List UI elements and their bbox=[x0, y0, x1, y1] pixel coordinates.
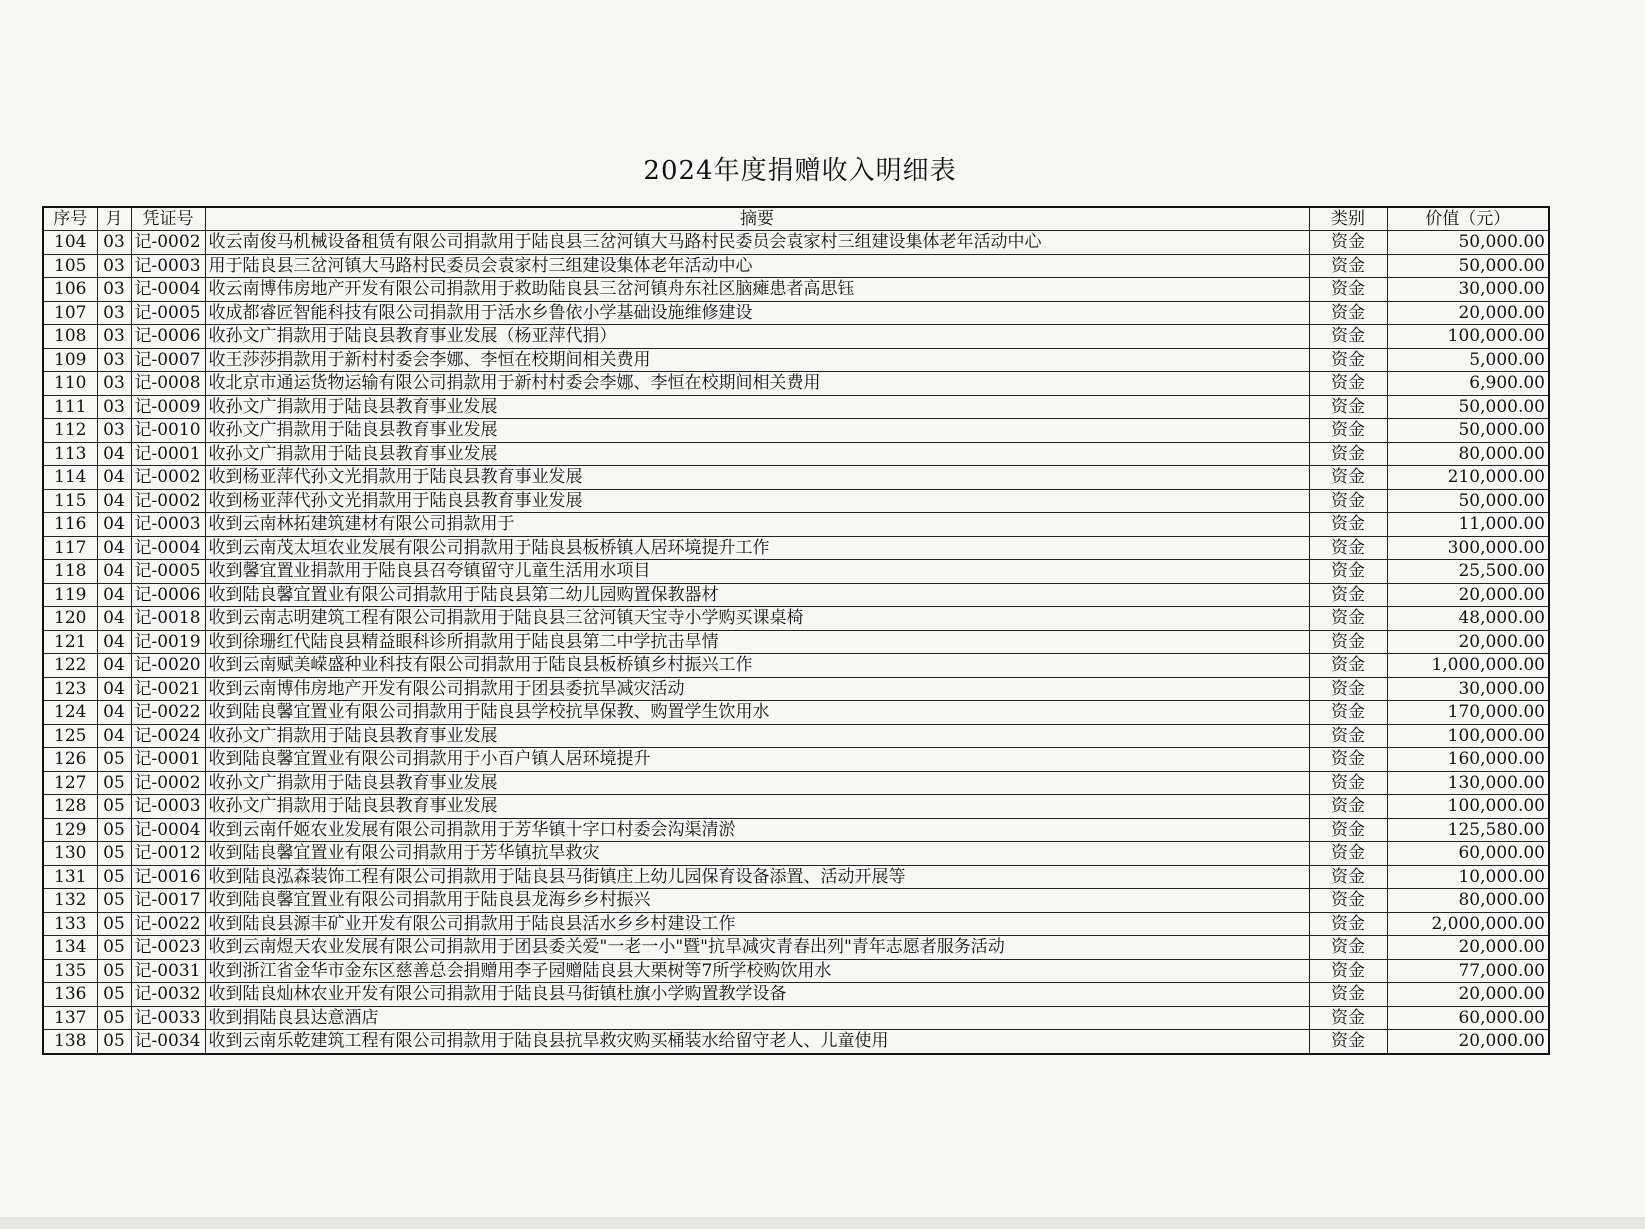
cell-month: 05 bbox=[97, 771, 131, 795]
cell-value: 11,000.00 bbox=[1387, 513, 1549, 537]
cell-value: 125,580.00 bbox=[1387, 818, 1549, 842]
cell-seq: 131 bbox=[43, 865, 97, 889]
cell-summary: 收到杨亚萍代孙文光捐款用于陆良县教育事业发展 bbox=[205, 466, 1309, 490]
cell-month: 05 bbox=[97, 959, 131, 983]
cell-seq: 138 bbox=[43, 1030, 97, 1054]
cell-voucher: 记-0009 bbox=[131, 395, 205, 419]
cell-voucher: 记-0003 bbox=[131, 513, 205, 537]
cell-summary: 收到云南博伟房地产开发有限公司捐款用于团县委抗旱减灾活动 bbox=[205, 677, 1309, 701]
cell-category: 资金 bbox=[1309, 325, 1387, 349]
table-row bbox=[43, 325, 1549, 349]
header-summary: 摘要 bbox=[205, 207, 1309, 231]
table-row bbox=[43, 983, 1549, 1007]
cell-seq: 121 bbox=[43, 630, 97, 654]
page-title: 2024年度捐赠收入明细表 bbox=[643, 156, 957, 186]
header-category: 类别 bbox=[1309, 207, 1387, 231]
cell-month: 04 bbox=[97, 630, 131, 654]
table-row bbox=[43, 630, 1549, 654]
cell-category: 资金 bbox=[1309, 560, 1387, 584]
table-row bbox=[43, 865, 1549, 889]
cell-value: 30,000.00 bbox=[1387, 677, 1549, 701]
cell-month: 05 bbox=[97, 795, 131, 819]
cell-seq: 123 bbox=[43, 677, 97, 701]
cell-summary: 收到陆良馨宜置业有限公司捐款用于陆良县学校抗旱保教、购置学生饮用水 bbox=[205, 701, 1309, 725]
cell-summary: 收到云南茂太垣农业发展有限公司捐款用于陆良县板桥镇人居环境提升工作 bbox=[205, 536, 1309, 560]
cell-summary: 收到云南志明建筑工程有限公司捐款用于陆良县三岔河镇天宝寺小学购买课桌椅 bbox=[205, 607, 1309, 631]
table-row bbox=[43, 231, 1549, 255]
cell-seq: 104 bbox=[43, 231, 97, 255]
cell-seq: 125 bbox=[43, 724, 97, 748]
cell-seq: 113 bbox=[43, 442, 97, 466]
cell-voucher: 记-0033 bbox=[131, 1006, 205, 1030]
cell-seq: 109 bbox=[43, 348, 97, 372]
cell-voucher: 记-0006 bbox=[131, 325, 205, 349]
cell-summary: 收北京市通运货物运输有限公司捐款用于新村村委会李娜、李恒在校期间相关费用 bbox=[205, 372, 1309, 396]
cell-summary: 收到陆良馨宜置业有限公司捐款用于小百户镇人居环境提升 bbox=[205, 748, 1309, 772]
cell-seq: 115 bbox=[43, 489, 97, 513]
cell-voucher: 记-0004 bbox=[131, 278, 205, 302]
cell-summary: 收到陆良泓森装饰工程有限公司捐款用于陆良县马街镇庄上幼儿园保育设备添置、活动开展等 bbox=[205, 865, 1309, 889]
cell-category: 资金 bbox=[1309, 231, 1387, 255]
cell-summary: 收孙文广捐款用于陆良县教育事业发展（杨亚萍代捐） bbox=[205, 325, 1309, 349]
cell-summary: 收王莎莎捐款用于新村村委会李娜、李恒在校期间相关费用 bbox=[205, 348, 1309, 372]
cell-value: 20,000.00 bbox=[1387, 583, 1549, 607]
cell-seq: 119 bbox=[43, 583, 97, 607]
cell-voucher: 记-0001 bbox=[131, 748, 205, 772]
cell-seq: 116 bbox=[43, 513, 97, 537]
cell-seq: 127 bbox=[43, 771, 97, 795]
cell-month: 04 bbox=[97, 489, 131, 513]
cell-category: 资金 bbox=[1309, 1030, 1387, 1054]
cell-category: 资金 bbox=[1309, 513, 1387, 537]
table-body bbox=[43, 231, 1549, 1054]
cell-seq: 106 bbox=[43, 278, 97, 302]
table-row bbox=[43, 771, 1549, 795]
cell-seq: 108 bbox=[43, 325, 97, 349]
cell-category: 资金 bbox=[1309, 372, 1387, 396]
cell-seq: 114 bbox=[43, 466, 97, 490]
cell-voucher: 记-0023 bbox=[131, 936, 205, 960]
cell-value: 6,900.00 bbox=[1387, 372, 1549, 396]
cell-summary: 收到杨亚萍代孙文光捐款用于陆良县教育事业发展 bbox=[205, 489, 1309, 513]
cell-summary: 收到云南林拓建筑建材有限公司捐款用于 bbox=[205, 513, 1309, 537]
cell-value: 10,000.00 bbox=[1387, 865, 1549, 889]
cell-category: 资金 bbox=[1309, 912, 1387, 936]
table-header-row bbox=[43, 207, 1549, 231]
table-row bbox=[43, 724, 1549, 748]
cell-month: 05 bbox=[97, 748, 131, 772]
cell-voucher: 记-0003 bbox=[131, 254, 205, 278]
cell-summary: 收到陆良灿林农业开发有限公司捐款用于陆良县马街镇杜旗小学购置教学设备 bbox=[205, 983, 1309, 1007]
cell-value: 25,500.00 bbox=[1387, 560, 1549, 584]
cell-value: 2,000,000.00 bbox=[1387, 912, 1549, 936]
cell-seq: 128 bbox=[43, 795, 97, 819]
cell-voucher: 记-0005 bbox=[131, 301, 205, 325]
cell-month: 04 bbox=[97, 583, 131, 607]
cell-voucher: 记-0016 bbox=[131, 865, 205, 889]
cell-summary: 收孙文广捐款用于陆良县教育事业发展 bbox=[205, 395, 1309, 419]
cell-month: 04 bbox=[97, 442, 131, 466]
cell-month: 03 bbox=[97, 395, 131, 419]
cell-summary: 收孙文广捐款用于陆良县教育事业发展 bbox=[205, 419, 1309, 443]
cell-month: 03 bbox=[97, 254, 131, 278]
cell-value: 50,000.00 bbox=[1387, 254, 1549, 278]
cell-seq: 130 bbox=[43, 842, 97, 866]
cell-summary: 收孙文广捐款用于陆良县教育事业发展 bbox=[205, 442, 1309, 466]
table-row bbox=[43, 489, 1549, 513]
cell-category: 资金 bbox=[1309, 630, 1387, 654]
table-row bbox=[43, 701, 1549, 725]
cell-category: 资金 bbox=[1309, 489, 1387, 513]
cell-summary: 收到云南仟姬农业发展有限公司捐款用于芳华镇十字口村委会沟渠清淤 bbox=[205, 818, 1309, 842]
cell-category: 资金 bbox=[1309, 983, 1387, 1007]
cell-value: 30,000.00 bbox=[1387, 278, 1549, 302]
cell-month: 05 bbox=[97, 1006, 131, 1030]
cell-category: 资金 bbox=[1309, 818, 1387, 842]
cell-category: 资金 bbox=[1309, 348, 1387, 372]
cell-voucher: 记-0001 bbox=[131, 442, 205, 466]
cell-month: 04 bbox=[97, 724, 131, 748]
cell-summary: 收到陆良馨宜置业有限公司捐款用于陆良县龙海乡乡村振兴 bbox=[205, 889, 1309, 913]
cell-voucher: 记-0004 bbox=[131, 818, 205, 842]
cell-summary: 收到云南乐乾建筑工程有限公司捐款用于陆良县抗旱救灾购买桶装水给留守老人、儿童使用 bbox=[205, 1030, 1309, 1054]
cell-summary: 收到陆良馨宜置业有限公司捐款用于芳华镇抗旱救灾 bbox=[205, 842, 1309, 866]
cell-value: 20,000.00 bbox=[1387, 1030, 1549, 1054]
cell-month: 05 bbox=[97, 842, 131, 866]
cell-value: 160,000.00 bbox=[1387, 748, 1549, 772]
cell-category: 资金 bbox=[1309, 865, 1387, 889]
table-row bbox=[43, 936, 1549, 960]
scan-bottom-edge bbox=[0, 1217, 1645, 1229]
cell-voucher: 记-0003 bbox=[131, 795, 205, 819]
cell-value: 170,000.00 bbox=[1387, 701, 1549, 725]
cell-month: 03 bbox=[97, 372, 131, 396]
cell-value: 100,000.00 bbox=[1387, 724, 1549, 748]
cell-month: 05 bbox=[97, 983, 131, 1007]
cell-summary: 用于陆良县三岔河镇大马路村民委员会袁家村三组建设集体老年活动中心 bbox=[205, 254, 1309, 278]
cell-summary: 收到云南赋美嵘盛种业科技有限公司捐款用于陆良县板桥镇乡村振兴工作 bbox=[205, 654, 1309, 678]
cell-category: 资金 bbox=[1309, 724, 1387, 748]
cell-value: 80,000.00 bbox=[1387, 889, 1549, 913]
cell-voucher: 记-0021 bbox=[131, 677, 205, 701]
cell-voucher: 记-0017 bbox=[131, 889, 205, 913]
table-row bbox=[43, 442, 1549, 466]
table-row bbox=[43, 748, 1549, 772]
cell-value: 100,000.00 bbox=[1387, 325, 1549, 349]
header-voucher: 凭证号 bbox=[131, 207, 205, 231]
cell-value: 130,000.00 bbox=[1387, 771, 1549, 795]
cell-category: 资金 bbox=[1309, 771, 1387, 795]
cell-value: 60,000.00 bbox=[1387, 842, 1549, 866]
donation-ledger-table bbox=[42, 206, 1550, 1055]
cell-voucher: 记-0024 bbox=[131, 724, 205, 748]
cell-seq: 136 bbox=[43, 983, 97, 1007]
cell-summary: 收孙文广捐款用于陆良县教育事业发展 bbox=[205, 724, 1309, 748]
table-row bbox=[43, 959, 1549, 983]
cell-category: 资金 bbox=[1309, 889, 1387, 913]
cell-category: 资金 bbox=[1309, 254, 1387, 278]
cell-voucher: 记-0002 bbox=[131, 231, 205, 255]
table-row bbox=[43, 560, 1549, 584]
cell-month: 05 bbox=[97, 865, 131, 889]
cell-seq: 111 bbox=[43, 395, 97, 419]
cell-month: 03 bbox=[97, 278, 131, 302]
cell-value: 1,000,000.00 bbox=[1387, 654, 1549, 678]
cell-category: 资金 bbox=[1309, 748, 1387, 772]
cell-voucher: 记-0031 bbox=[131, 959, 205, 983]
cell-seq: 135 bbox=[43, 959, 97, 983]
cell-summary: 收云南俊马机械设备租赁有限公司捐款用于陆良县三岔河镇大马路村民委员会袁家村三组建设集体老年活动中心 bbox=[205, 231, 1309, 255]
cell-category: 资金 bbox=[1309, 466, 1387, 490]
table-row bbox=[43, 419, 1549, 443]
cell-seq: 132 bbox=[43, 889, 97, 913]
cell-category: 资金 bbox=[1309, 842, 1387, 866]
cell-seq: 110 bbox=[43, 372, 97, 396]
table-row bbox=[43, 1030, 1549, 1054]
cell-month: 04 bbox=[97, 513, 131, 537]
cell-value: 20,000.00 bbox=[1387, 301, 1549, 325]
cell-month: 04 bbox=[97, 466, 131, 490]
cell-category: 资金 bbox=[1309, 795, 1387, 819]
cell-seq: 120 bbox=[43, 607, 97, 631]
cell-value: 60,000.00 bbox=[1387, 1006, 1549, 1030]
table-row bbox=[43, 654, 1549, 678]
table-row bbox=[43, 278, 1549, 302]
cell-summary: 收到陆良县源丰矿业开发有限公司捐款用于陆良县活水乡乡村建设工作 bbox=[205, 912, 1309, 936]
cell-month: 03 bbox=[97, 325, 131, 349]
cell-month: 05 bbox=[97, 818, 131, 842]
table-row bbox=[43, 1006, 1549, 1030]
cell-category: 资金 bbox=[1309, 959, 1387, 983]
cell-value: 300,000.00 bbox=[1387, 536, 1549, 560]
table-row bbox=[43, 254, 1549, 278]
cell-category: 资金 bbox=[1309, 442, 1387, 466]
cell-voucher: 记-0032 bbox=[131, 983, 205, 1007]
cell-voucher: 记-0019 bbox=[131, 630, 205, 654]
cell-month: 05 bbox=[97, 889, 131, 913]
cell-category: 资金 bbox=[1309, 701, 1387, 725]
cell-voucher: 记-0008 bbox=[131, 372, 205, 396]
cell-voucher: 记-0002 bbox=[131, 466, 205, 490]
header-seq: 序号 bbox=[43, 207, 97, 231]
table-row bbox=[43, 795, 1549, 819]
cell-voucher: 记-0002 bbox=[131, 489, 205, 513]
table-row bbox=[43, 536, 1549, 560]
cell-seq: 118 bbox=[43, 560, 97, 584]
cell-category: 资金 bbox=[1309, 583, 1387, 607]
cell-voucher: 记-0004 bbox=[131, 536, 205, 560]
cell-value: 50,000.00 bbox=[1387, 231, 1549, 255]
cell-voucher: 记-0002 bbox=[131, 771, 205, 795]
cell-month: 05 bbox=[97, 912, 131, 936]
cell-voucher: 记-0018 bbox=[131, 607, 205, 631]
cell-voucher: 记-0005 bbox=[131, 560, 205, 584]
cell-category: 资金 bbox=[1309, 278, 1387, 302]
table-row bbox=[43, 583, 1549, 607]
table-row bbox=[43, 842, 1549, 866]
cell-summary: 收到徐珊红代陆良县精益眼科诊所捐款用于陆良县第二中学抗击旱情 bbox=[205, 630, 1309, 654]
table-row bbox=[43, 513, 1549, 537]
cell-month: 04 bbox=[97, 677, 131, 701]
cell-value: 20,000.00 bbox=[1387, 630, 1549, 654]
cell-category: 资金 bbox=[1309, 395, 1387, 419]
cell-summary: 收到馨宜置业捐款用于陆良县召夸镇留守儿童生活用水项目 bbox=[205, 560, 1309, 584]
cell-value: 50,000.00 bbox=[1387, 419, 1549, 443]
cell-month: 03 bbox=[97, 419, 131, 443]
table-row bbox=[43, 912, 1549, 936]
cell-voucher: 记-0012 bbox=[131, 842, 205, 866]
cell-seq: 126 bbox=[43, 748, 97, 772]
cell-voucher: 记-0022 bbox=[131, 701, 205, 725]
cell-seq: 105 bbox=[43, 254, 97, 278]
cell-value: 80,000.00 bbox=[1387, 442, 1549, 466]
cell-category: 资金 bbox=[1309, 654, 1387, 678]
cell-seq: 137 bbox=[43, 1006, 97, 1030]
cell-voucher: 记-0007 bbox=[131, 348, 205, 372]
header-value: 价值（元） bbox=[1387, 207, 1549, 231]
cell-summary: 收孙文广捐款用于陆良县教育事业发展 bbox=[205, 771, 1309, 795]
cell-category: 资金 bbox=[1309, 607, 1387, 631]
table-row bbox=[43, 301, 1549, 325]
cell-month: 03 bbox=[97, 348, 131, 372]
cell-category: 资金 bbox=[1309, 536, 1387, 560]
cell-value: 50,000.00 bbox=[1387, 489, 1549, 513]
cell-summary: 收到云南煜天农业发展有限公司捐款用于团县委关爱"一老一小"暨"抗旱减灾青春出列"青年志愿者服务活动 bbox=[205, 936, 1309, 960]
cell-month: 03 bbox=[97, 231, 131, 255]
cell-seq: 124 bbox=[43, 701, 97, 725]
cell-month: 05 bbox=[97, 1030, 131, 1054]
cell-value: 50,000.00 bbox=[1387, 395, 1549, 419]
cell-month: 05 bbox=[97, 936, 131, 960]
cell-summary: 收孙文广捐款用于陆良县教育事业发展 bbox=[205, 795, 1309, 819]
table-row bbox=[43, 395, 1549, 419]
cell-voucher: 记-0034 bbox=[131, 1030, 205, 1054]
cell-seq: 129 bbox=[43, 818, 97, 842]
cell-seq: 122 bbox=[43, 654, 97, 678]
table-row bbox=[43, 677, 1549, 701]
cell-month: 04 bbox=[97, 701, 131, 725]
cell-summary: 收成都睿匠智能科技有限公司捐款用于活水乡鲁依小学基础设施维修建设 bbox=[205, 301, 1309, 325]
cell-value: 48,000.00 bbox=[1387, 607, 1549, 631]
cell-value: 210,000.00 bbox=[1387, 466, 1549, 490]
cell-seq: 133 bbox=[43, 912, 97, 936]
table-row bbox=[43, 372, 1549, 396]
header-month: 月 bbox=[97, 207, 131, 231]
cell-value: 5,000.00 bbox=[1387, 348, 1549, 372]
cell-month: 04 bbox=[97, 654, 131, 678]
cell-category: 资金 bbox=[1309, 936, 1387, 960]
cell-value: 77,000.00 bbox=[1387, 959, 1549, 983]
cell-voucher: 记-0020 bbox=[131, 654, 205, 678]
cell-value: 100,000.00 bbox=[1387, 795, 1549, 819]
table-row bbox=[43, 466, 1549, 490]
cell-seq: 112 bbox=[43, 419, 97, 443]
cell-month: 04 bbox=[97, 560, 131, 584]
cell-voucher: 记-0010 bbox=[131, 419, 205, 443]
cell-category: 资金 bbox=[1309, 1006, 1387, 1030]
table-row bbox=[43, 607, 1549, 631]
cell-month: 04 bbox=[97, 607, 131, 631]
cell-summary: 收到捐陆良县达意酒店 bbox=[205, 1006, 1309, 1030]
cell-category: 资金 bbox=[1309, 677, 1387, 701]
cell-month: 03 bbox=[97, 301, 131, 325]
table-row bbox=[43, 348, 1549, 372]
cell-voucher: 记-0006 bbox=[131, 583, 205, 607]
cell-seq: 117 bbox=[43, 536, 97, 560]
cell-seq: 107 bbox=[43, 301, 97, 325]
cell-voucher: 记-0022 bbox=[131, 912, 205, 936]
cell-category: 资金 bbox=[1309, 301, 1387, 325]
cell-summary: 收到陆良馨宜置业有限公司捐款用于陆良县第二幼儿园购置保教器材 bbox=[205, 583, 1309, 607]
cell-value: 20,000.00 bbox=[1387, 936, 1549, 960]
cell-seq: 134 bbox=[43, 936, 97, 960]
cell-summary: 收到浙江省金华市金东区慈善总会捐赠用李子园赠陆良县大栗树等7所学校购饮用水 bbox=[205, 959, 1309, 983]
cell-summary: 收云南博伟房地产开发有限公司捐款用于救助陆良县三岔河镇舟东社区脑瘫患者高思钰 bbox=[205, 278, 1309, 302]
cell-month: 04 bbox=[97, 536, 131, 560]
table-row bbox=[43, 889, 1549, 913]
cell-value: 20,000.00 bbox=[1387, 983, 1549, 1007]
table-row bbox=[43, 818, 1549, 842]
cell-category: 资金 bbox=[1309, 419, 1387, 443]
